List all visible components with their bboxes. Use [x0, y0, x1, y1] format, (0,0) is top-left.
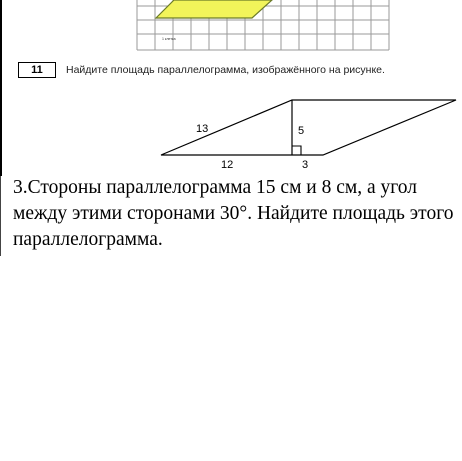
parallelogram-figure: [0, 80, 462, 176]
label-base-left: 12: [221, 159, 234, 171]
right-angle-mark: [292, 146, 301, 155]
label-base-right: 3: [302, 159, 309, 171]
grid-caption: 1 клетка: [162, 37, 176, 41]
yellow-parallelogram: [156, 0, 272, 18]
left-margin-rule-lower: [0, 176, 1, 256]
task-11-row: [18, 60, 385, 80]
grid-figure: [0, 0, 462, 60]
label-side: 13: [196, 123, 209, 135]
task-number-box: 11: [18, 62, 56, 78]
problem-3-text: 3.Стороны параллелограмма 15 см и 8 см, а угол между этими сторонами 30°. Найдите площадь этого параллелограмма.: [13, 177, 454, 250]
label-height: 5: [298, 125, 305, 137]
task-prompt: Найдите площадь параллелограмма, изображённого на рисунке.: [66, 64, 385, 76]
